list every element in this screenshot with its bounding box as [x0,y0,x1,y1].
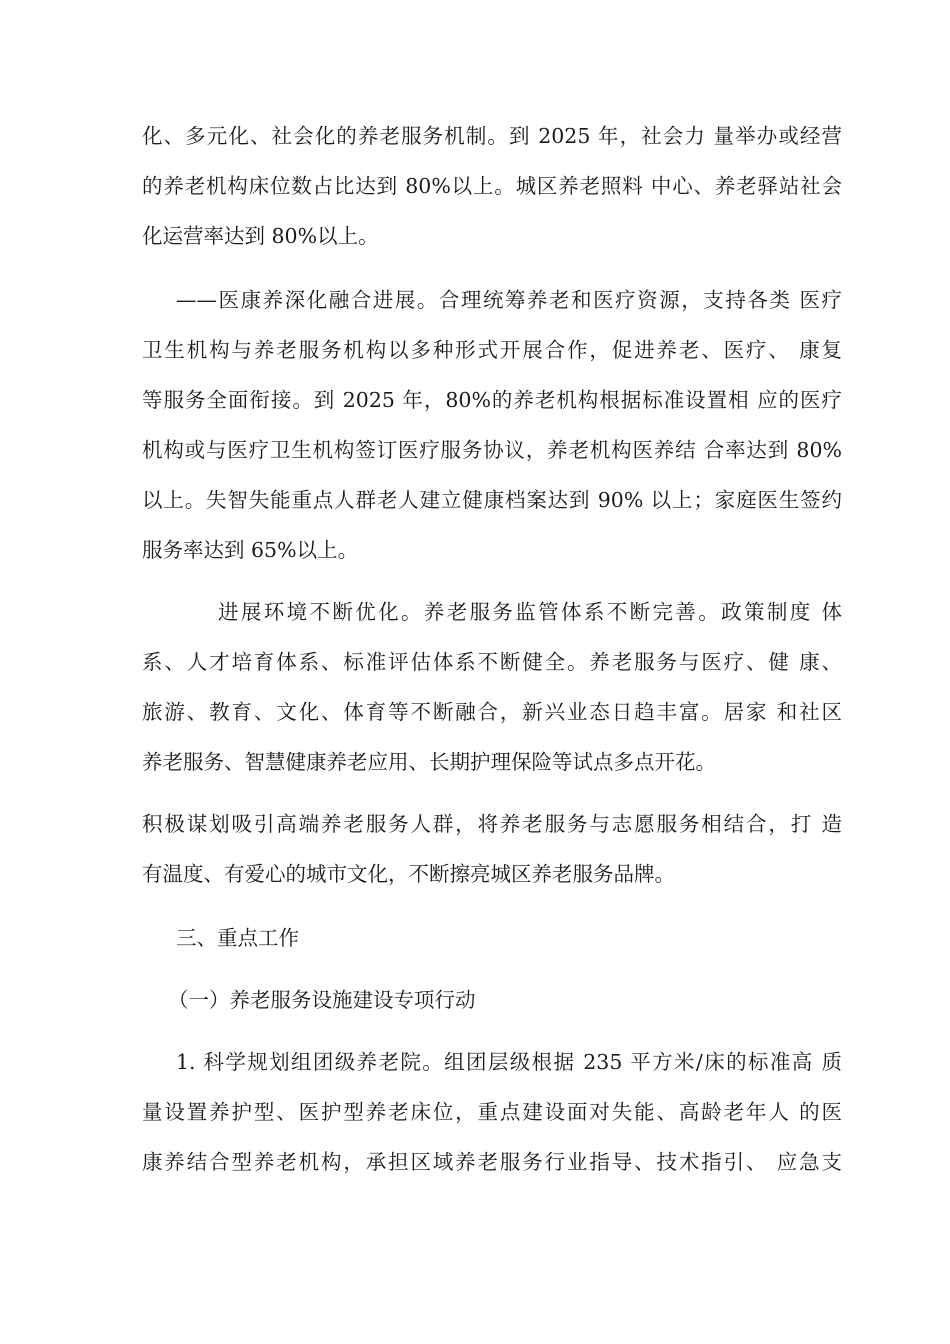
p5-line-2: 量设置养护型、医护型养老床位，重点建设面对失能、高龄老年人 的医 [142,1100,842,1124]
subsection-heading: （一）养老服务设施建设专项行动 [168,988,476,1012]
p3-line-1: 进展环境不断优化。养老服务监管体系不断完善。政策制度 体 [218,600,842,624]
p2-line-3: 等服务全面衔接。到 2025 年，80%的养老机构根据标准设置相 应的医疗 [142,388,842,412]
p5-line-3: 康养结合型养老机构，承担区域养老服务行业指导、技术指引、 应急支 [142,1150,842,1174]
p2-line-6: 服务率达到 65%以上。 [142,538,359,562]
p2-line-4: 机构或与医疗卫生机构签订医疗服务协议，养老机构医养结 合率达到 80% [142,438,842,462]
p2-line-1: ——医康养深化融合进展。合理统筹养老和医疗资源，支持各类 医疗 [176,288,842,312]
p3-line-4: 养老服务、智慧健康养老应用、长期护理保险等试点多点开花。 [142,750,716,774]
p1-line-3: 化运营率达到 80%以上。 [142,224,379,248]
section-heading: 三、重点工作 [176,926,299,950]
p4-line-1: 积极谋划吸引高端养老服务人群，将养老服务与志愿服务相结合，打 造 [142,812,842,836]
p2-line-5: 以上。失智失能重点人群老人建立健康档案达到 90% 以上；家庭医生签约 [142,488,842,512]
p5-line-1: 1. 科学规划组团级养老院。组团层级根据 235 平方米/床的标准高 质 [176,1050,842,1074]
p3-line-3: 旅游、教育、文化、体育等不断融合，新兴业态日趋丰富。居家 和社区 [142,700,842,724]
p1-line-2: 的养老机构床位数占比达到 80%以上。城区养老照料 中心、养老驿站社会 [142,174,842,198]
p1-line-1: 化、多元化、社会化的养老服务机制。到 2025 年，社会力 量举办或经营 [142,124,842,148]
p4-line-2: 有温度、有爱心的城市文化，不断擦亮城区养老服务品牌。 [142,862,675,886]
p2-line-2: 卫生机构与养老服务机构以多种形式开展合作，促进养老、医疗、 康复 [142,338,842,362]
p3-line-2: 系、人才培育体系、标准评估体系不断健全。养老服务与医疗、健 康、 [142,650,842,674]
